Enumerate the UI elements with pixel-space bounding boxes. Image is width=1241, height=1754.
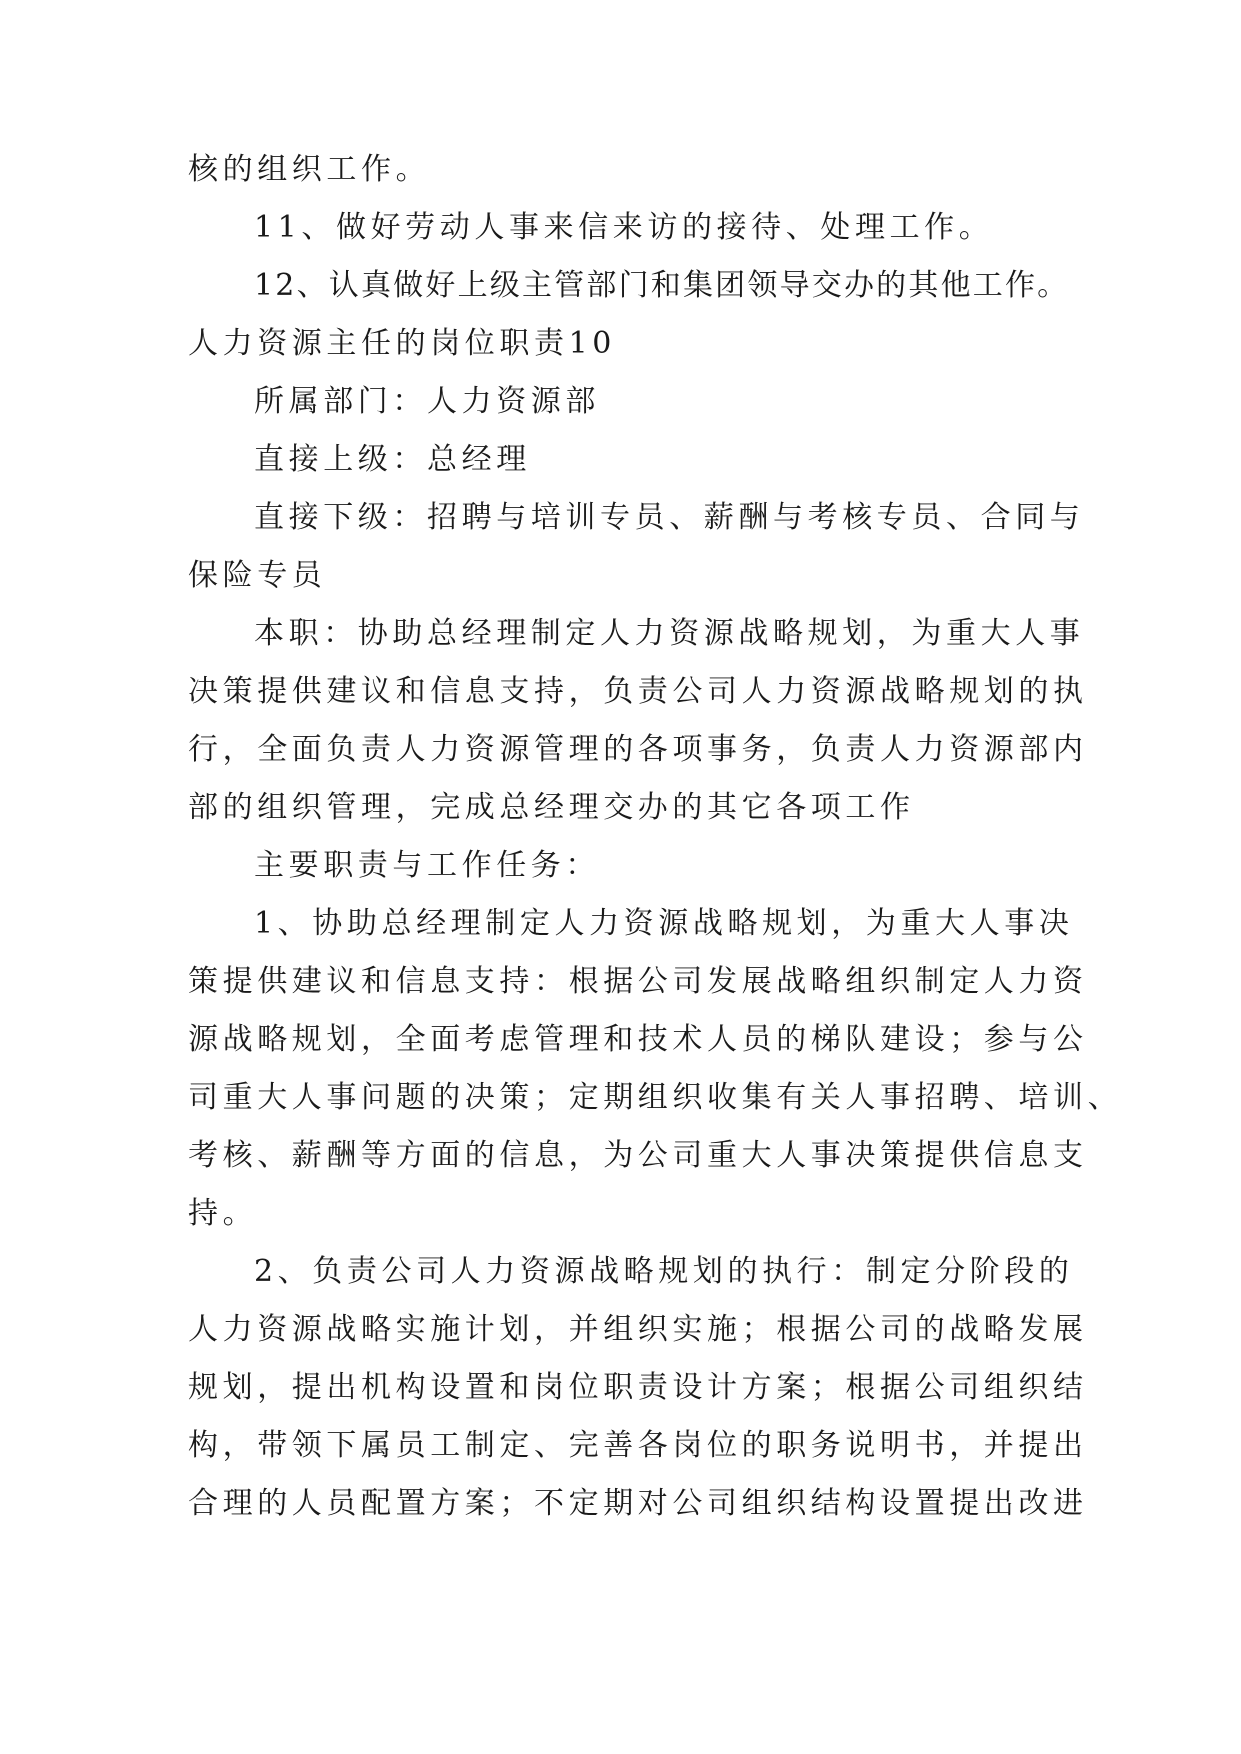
text-line: 保险专员 [188, 558, 327, 593]
text-line: 直接上级：总经理 [254, 442, 531, 477]
text-line: 2、负责公司人力资源战略规划的执行：制定分阶段的 [254, 1254, 1074, 1289]
text-line: 决策提供建议和信息支持，负责公司人力资源战略规划的执 [188, 674, 1088, 709]
text-line: 司重大人事问题的决策；定期组织收集有关人事招聘、培训、 [188, 1080, 1123, 1115]
text-line: 核的组织工作。 [188, 152, 431, 187]
text-line: 合理的人员配置方案；不定期对公司组织结构设置提出改进 [188, 1486, 1088, 1521]
text-line: 考核、薪酬等方面的信息，为公司重大人事决策提供信息支 [188, 1138, 1088, 1173]
text-line: 人力资源战略实施计划，并组织实施；根据公司的战略发展 [188, 1312, 1088, 1347]
text-line: 1、协助总经理制定人力资源战略规划，为重大人事决 [254, 906, 1074, 941]
section-heading: 人力资源主任的岗位职责10 [188, 326, 616, 361]
text-line: 主要职责与工作任务： [254, 848, 600, 883]
text-line: 12、认真做好上级主管部门和集团领导交办的其他工作。 [254, 268, 1070, 303]
text-line: 行，全面负责人力资源管理的各项事务，负责人力资源部内 [188, 732, 1088, 767]
text-line: 源战略规划，全面考虑管理和技术人员的梯队建设；参与公 [188, 1022, 1088, 1057]
text-line: 部的组织管理，完成总经理交办的其它各项工作 [188, 790, 915, 825]
text-line: 所属部门：人力资源部 [254, 384, 600, 419]
text-line: 构，带领下属员工制定、完善各岗位的职务说明书，并提出 [188, 1428, 1088, 1463]
text-line: 本职：协助总经理制定人力资源战略规划，为重大人事 [254, 616, 1085, 651]
text-line: 持。 [188, 1196, 258, 1231]
text-line: 直接下级：招聘与培训专员、薪酬与考核专员、合同与 [254, 500, 1085, 535]
text-line: 规划，提出机构设置和岗位职责设计方案；根据公司组织结 [188, 1370, 1088, 1405]
text-line: 11、做好劳动人事来信来访的接待、处理工作。 [254, 210, 994, 245]
text-line: 策提供建议和信息支持：根据公司发展战略组织制定人力资 [188, 964, 1088, 999]
